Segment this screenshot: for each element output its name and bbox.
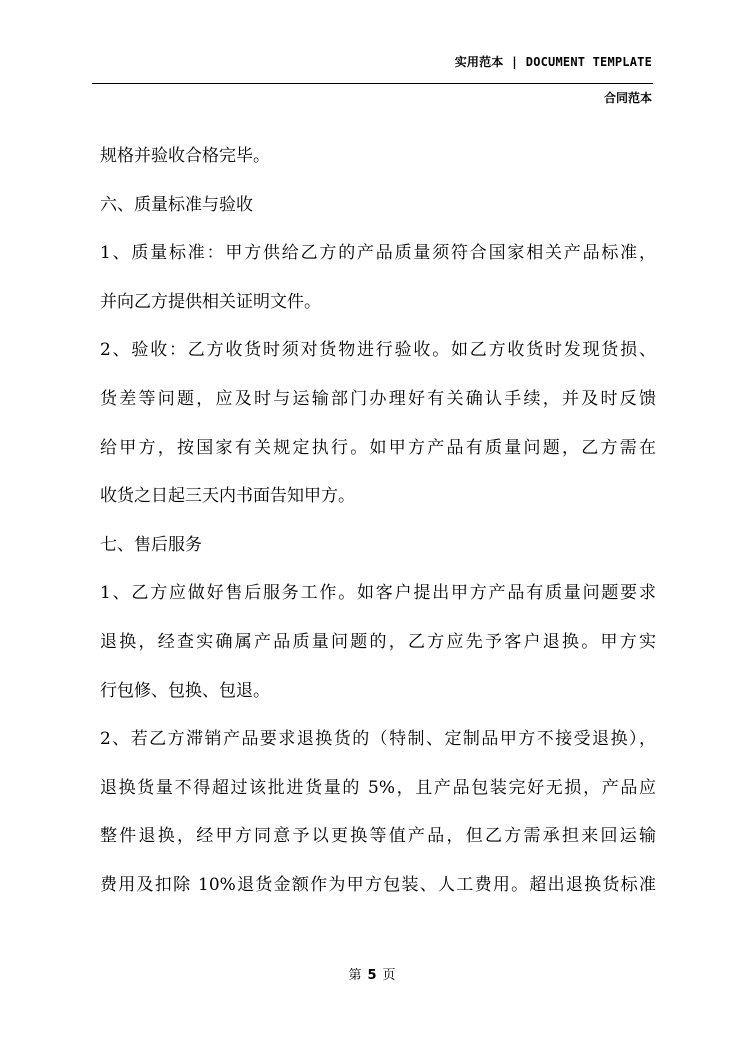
paragraph-line: 收货之日起三天内书面告知甲方。 xyxy=(100,486,355,507)
paragraph-line: 1、乙方应做好售后服务工作。如客户提出甲方产品有质量问题要求 xyxy=(100,583,656,604)
page-prefix: 第 xyxy=(348,968,362,983)
section-heading: 六、质量标准与验收 xyxy=(100,194,253,215)
paragraph-line: 并向乙方提供相关证明文件。 xyxy=(100,291,321,312)
paragraph-line: 给甲方，按国家有关规定执行。如甲方产品有质量问题，乙方需在 xyxy=(100,437,656,458)
page-suffix: 页 xyxy=(382,968,396,983)
page-number: 5 xyxy=(367,968,377,983)
header-divider xyxy=(92,83,653,84)
header-subtitle: 合同范本 xyxy=(603,91,652,105)
paragraph-line: 1、质量标准：甲方供给乙方的产品质量须符合国家相关产品标准， xyxy=(100,243,656,264)
paragraph-line: 规格并验收合格完毕。 xyxy=(100,146,270,166)
paragraph-line: 货差等问题，应及时与运输部门办理好有关确认手续，并及时反馈 xyxy=(100,388,656,409)
paragraph-line: 2、验收：乙方收货时须对货物进行验收。如乙方收货时发现货损、 xyxy=(100,340,656,361)
document-body xyxy=(100,136,656,914)
paragraph-line: 2、若乙方滞销产品要求退换货的（特制、定制品甲方不接受退换）， xyxy=(100,729,656,750)
section-heading: 七、售后服务 xyxy=(100,534,202,555)
paragraph-line: 费用及扣除 10%退货金额作为甲方包装、人工费用。超出退换货标准 xyxy=(100,874,656,895)
paragraph-line: 退换，经查实确属产品质量问题的，乙方应先予客户退换。甲方实 xyxy=(100,631,656,652)
paragraph-line: 整件退换，经甲方同意予以更换等值产品，但乙方需承担来回运输 xyxy=(100,826,656,847)
paragraph-line: 行包修、包换、包退。 xyxy=(100,680,270,701)
paragraph-line: 退换货量不得超过该批进货量的 5%，且产品包装完好无损，产品应 xyxy=(100,777,656,798)
header-title: 实用范本 | DOCUMENT TEMPLATE xyxy=(454,55,652,69)
page-footer xyxy=(0,964,744,983)
